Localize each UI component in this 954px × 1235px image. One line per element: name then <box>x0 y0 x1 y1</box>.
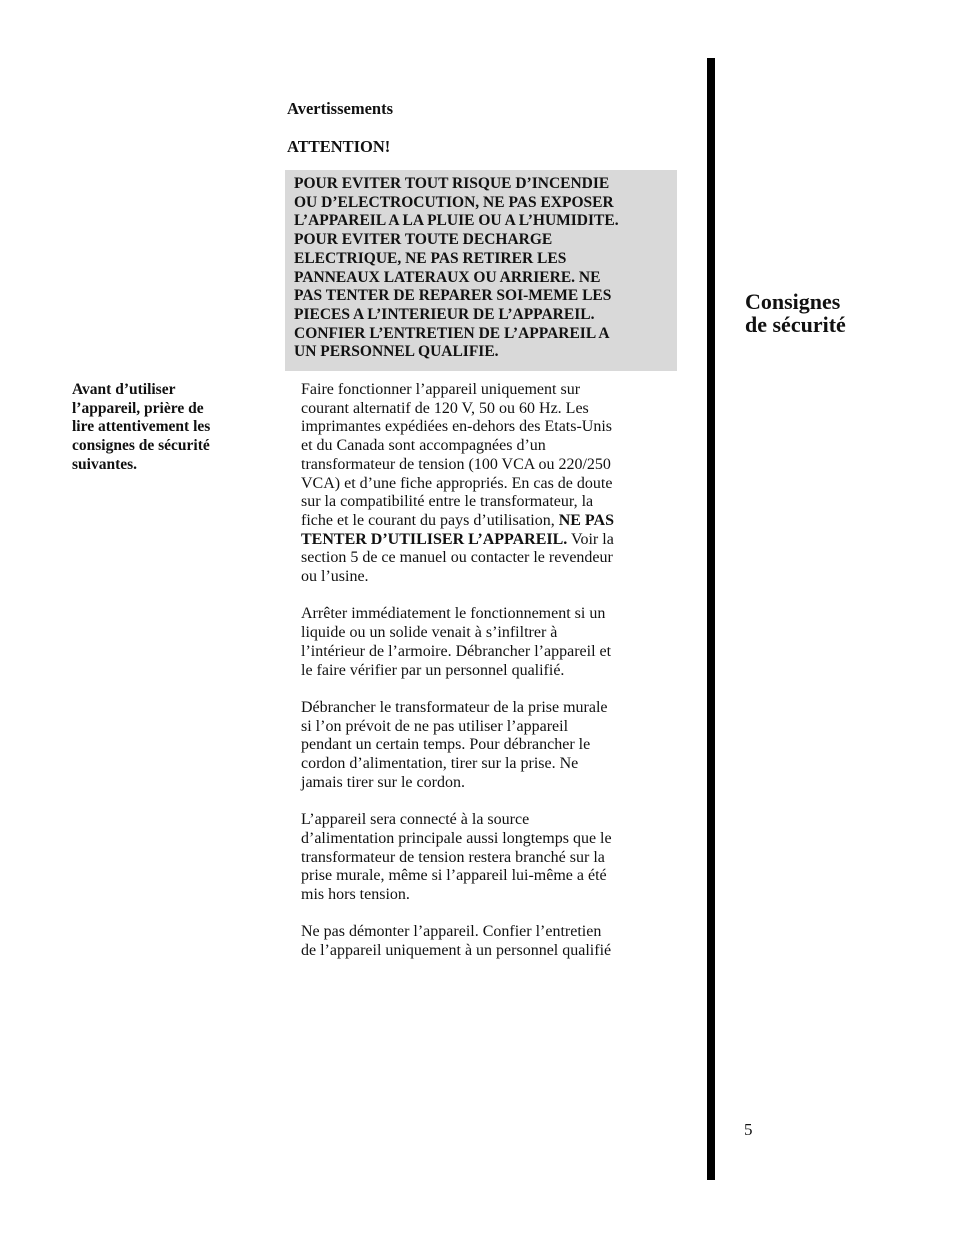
attention-label: ATTENTION! <box>287 137 391 156</box>
paragraph-disassembly: Ne pas démonter l’appareil. Confier l’entretien de l’appareil uniquement à un personnel qualifié <box>301 923 612 960</box>
paragraph-power-text: Faire fonctionner l’appareil uniquement sur courant alternatif de 120 V, 50 ou 60 Hz. Les imprimantes expédiées en-dehors des Etats-Unis et du Canada sont accompagnées d’un transformateur de tension (100 VCA ou 220/250 VCA) et d’une fiche appropriés. En cas de doute sur la compatibilité entre le transformateur, la fiche et le courant du pays d’utilisation, <box>301 381 613 529</box>
section-title: Avertissements <box>287 99 393 118</box>
paragraph-power-warning: NE PAS TENTER D’UTILISER L’APPAREIL. <box>301 511 614 548</box>
vertical-rule <box>707 58 715 1180</box>
side-note: Avant d’utiliser l’appareil, prière de lire attentivement les consignes de sécurité suivantes. <box>72 381 211 473</box>
sidebar-title: Consignes de sécurité <box>745 289 846 337</box>
paragraph-power <box>301 381 679 587</box>
body-column <box>301 381 679 979</box>
warning-text: POUR EVITER TOUT RISQUE D’INCENDIE OU D’ELECTROCUTION, NE PAS EXPOSER L’APPAREIL A LA PLUIE OU A L’HUMIDITE. POUR EVITER TOUTE DECHARGE ELECTRIQUE, NE PAS RETIRER LES PANNEAUX LATERAUX OU ARRIERE. NE PAS TENTER DE REPARER SOI-MEME LES PIECES A L’INTERIEUR DE L’APPAREIL. CONFIER L’ENTRETIEN DE L’APPAREIL A UN PERSONNEL QUALIFIE. <box>294 175 619 361</box>
paragraph-liquid: Arrêter immédiatement le fonctionnement si un liquide ou un solide venait à s’infiltrer à l’intérieur de l’armoire. Débrancher l’appareil et le faire vérifier par un personnel qualifié. <box>301 605 612 679</box>
paragraph-power-reference: Voir la section 5 de ce manuel ou contacter le revendeur ou l’usine. <box>301 530 614 586</box>
page-number: 5 <box>744 1120 753 1139</box>
paragraph-unplug: Débrancher le transformateur de la prise murale si l’on prévoit de ne pas utiliser l’appareil pendant un certain temps. Pour débrancher le cordon d’alimentation, tirer sur la prise. Ne jamais tirer sur le cordon. <box>301 698 608 791</box>
paragraph-connection: L’appareil sera connecté à la source d’alimentation principale aussi longtemps que le transformateur de tension restera branché sur la prise murale, même si l’appareil lui-même a été mis hors tension. <box>301 811 612 903</box>
warning-box <box>285 170 677 371</box>
